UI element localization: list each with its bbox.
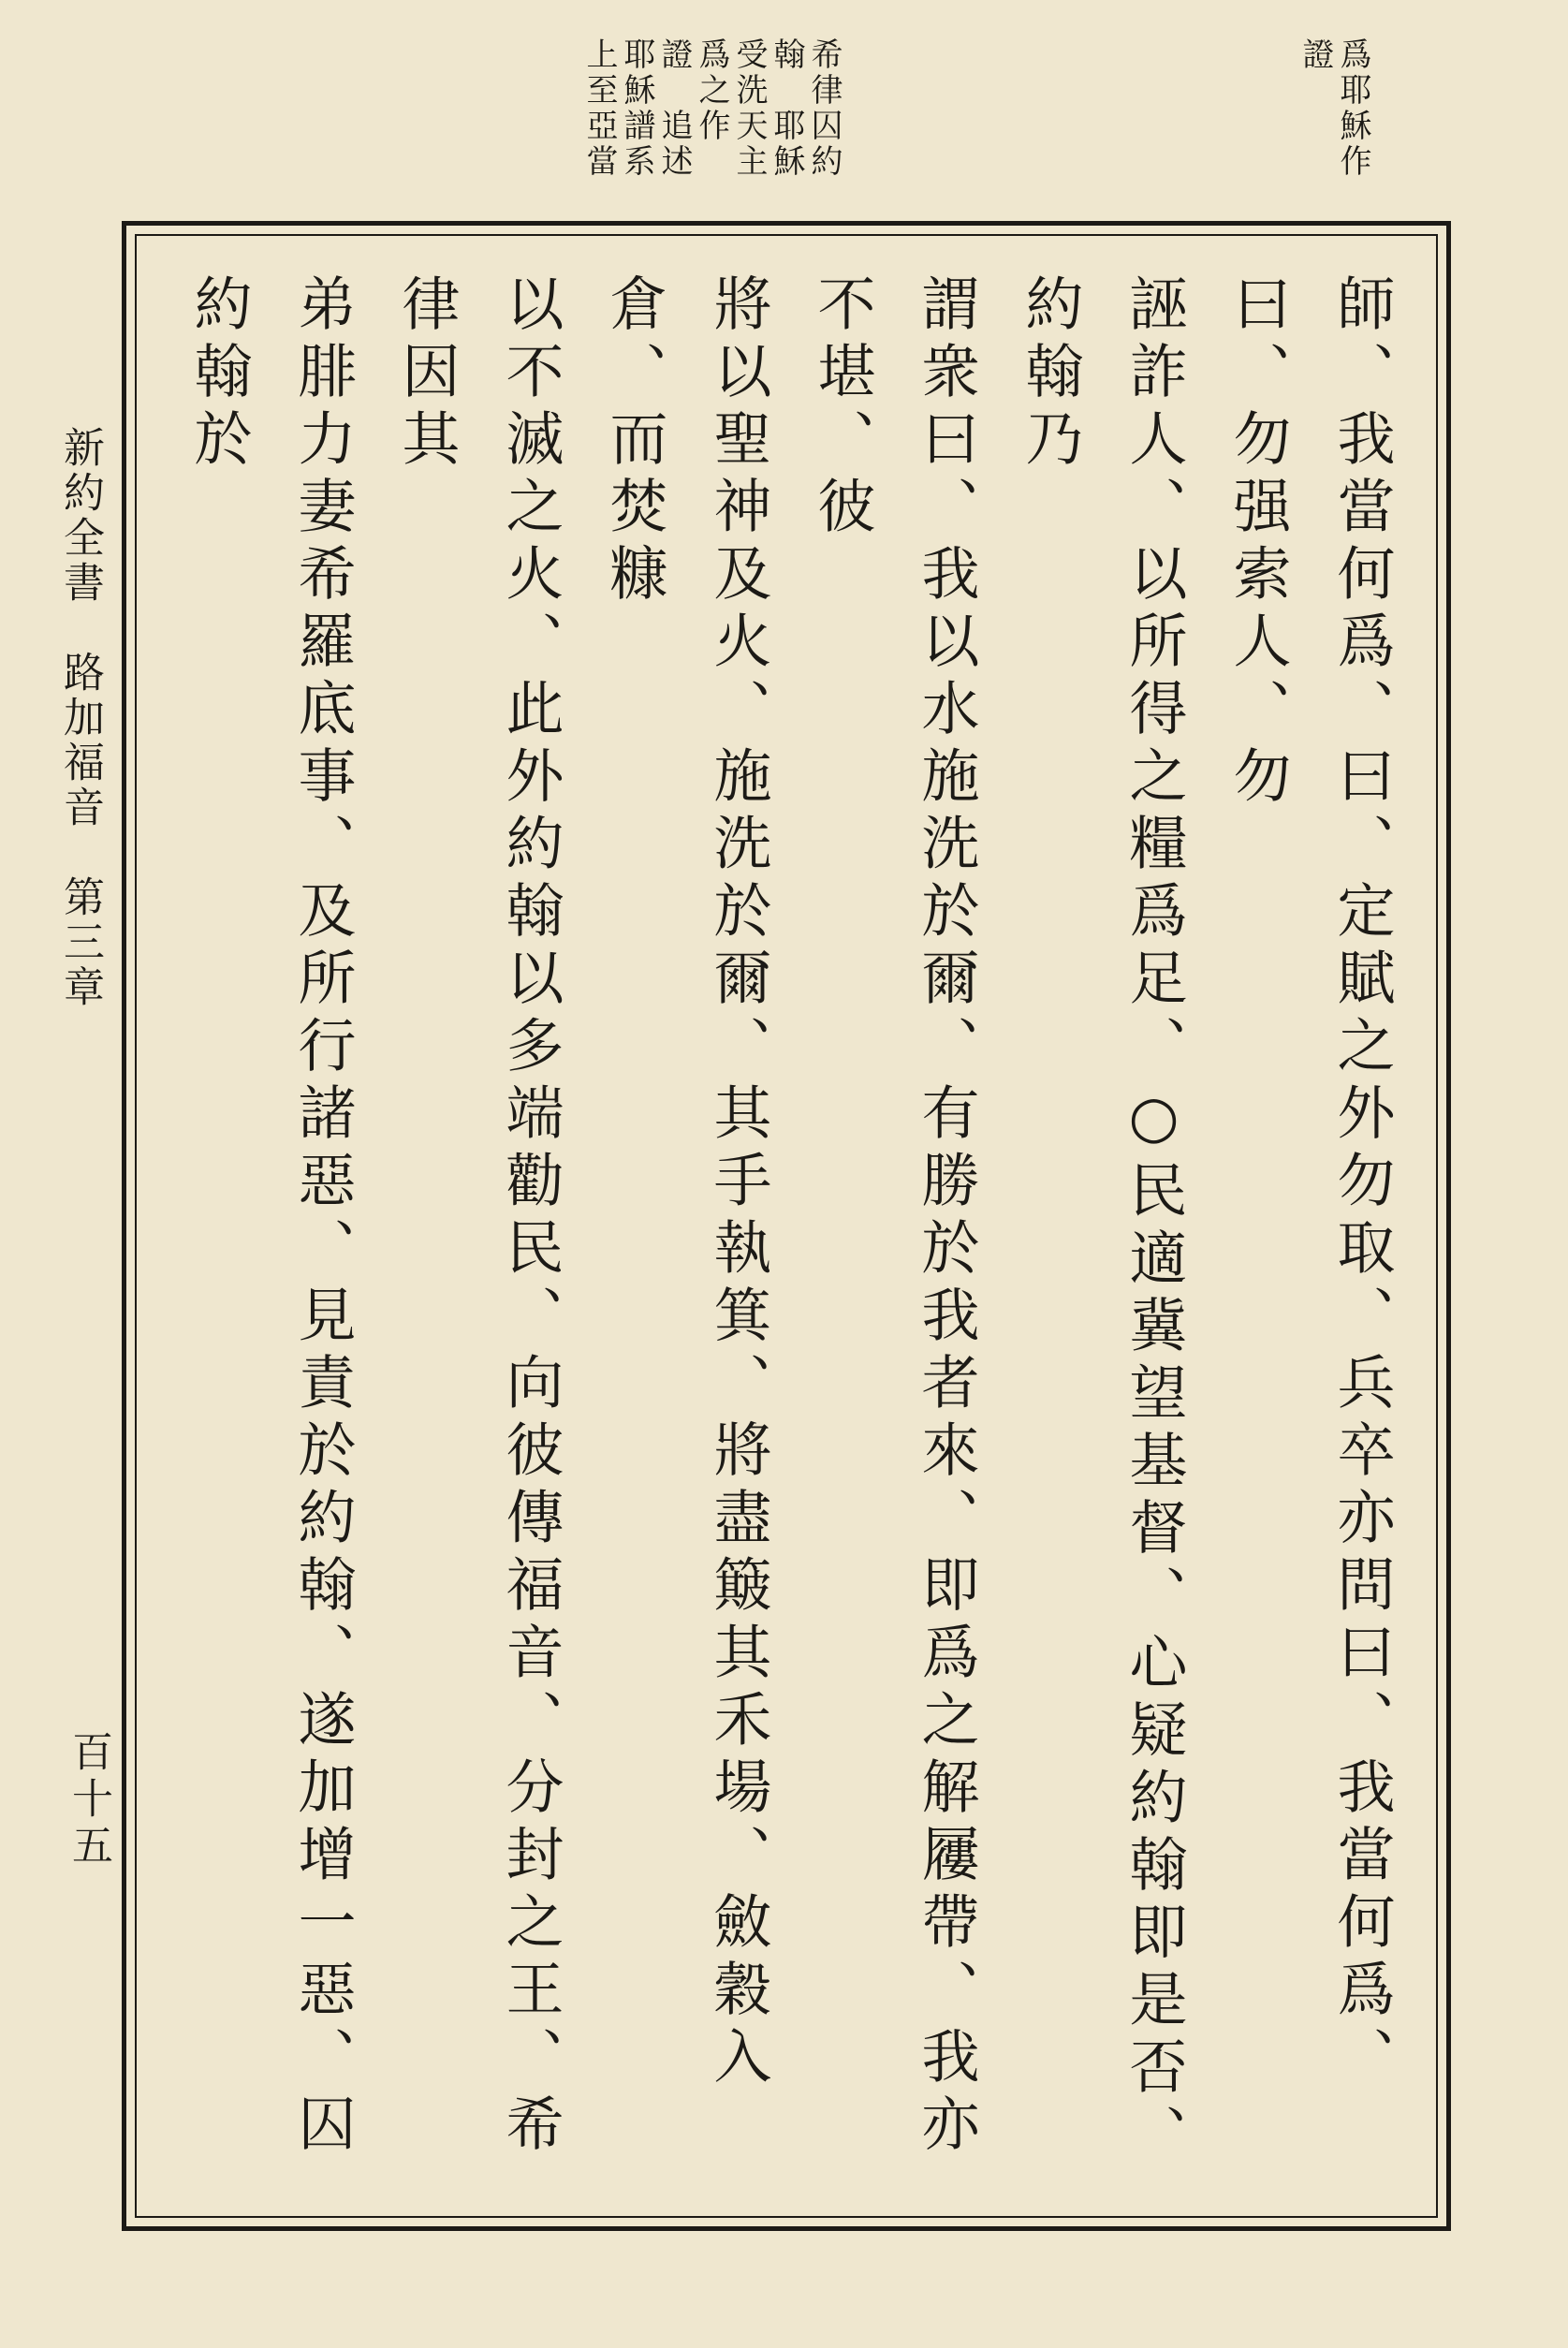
text-column: 弟腓力妻希羅底事、及所行諸惡、見責於約翰、遂加增一惡、囚約翰於 [184, 273, 357, 2161]
marginal-note-left: 希律囚約翰 耶穌受洗天主爲之作證 追述耶穌譜系上至亞當 [580, 37, 843, 180]
book-chapter-title: 新約全書 路加福音 第三章 [56, 426, 104, 1010]
text-column [164, 273, 167, 2193]
text-column: 以不滅之火、此外約翰以多端勸民、向彼傳福音、分封之王、希律因其 [392, 273, 564, 2161]
marginal-note-right: 爲耶穌作證 [1297, 37, 1371, 180]
text-column: 師、我當何爲、曰、定賦之外勿取、兵卒亦問曰、我當何爲、曰、勿强索人、勿 [1224, 273, 1396, 2093]
body-text [164, 273, 1414, 2193]
page-number: 百十五 [65, 1730, 112, 1871]
text-column: 謂衆曰、我以水施洗於爾、有勝於我者來、即爲之解屨帶、我亦不堪、彼 [808, 273, 980, 2161]
text-column: 將以聖神及火、施洗於爾、其手執箕、將盡簸其禾場、斂穀入倉、而焚糠 [600, 273, 772, 2093]
text-column: 誣詐人、以所得之糧爲足、○民適冀望基督、心疑約翰即是否、約翰乃 [1016, 273, 1188, 2171]
